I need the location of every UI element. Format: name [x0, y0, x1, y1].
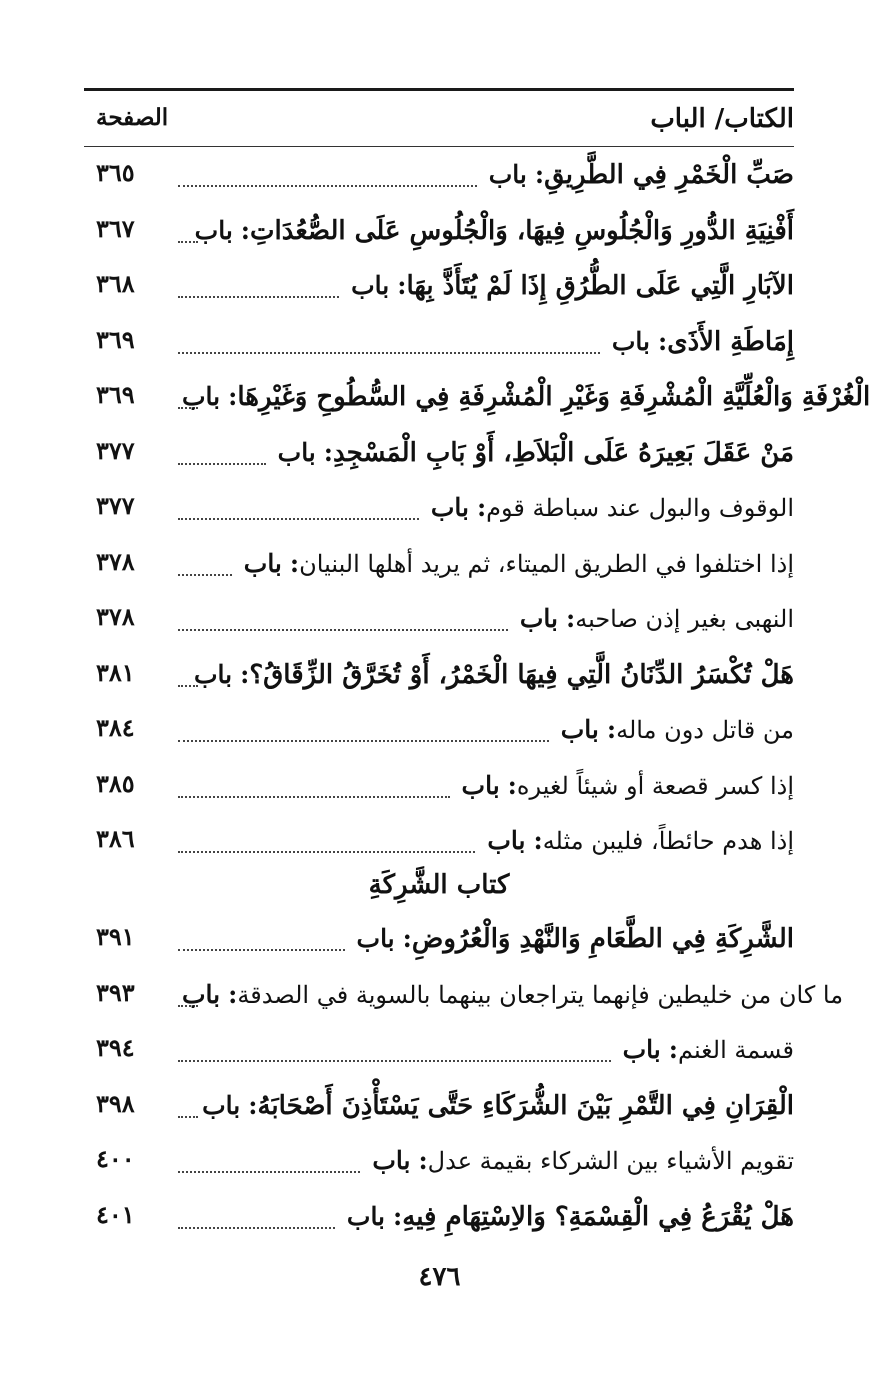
entry-label: باب	[487, 826, 526, 855]
entry-title: إِمَاطَةِ الأَذَى	[667, 326, 794, 357]
entry-text	[623, 1035, 794, 1064]
entry-label: باب	[560, 715, 599, 744]
entry-title: الْغُرْفَةِ وَالْعُلِّيَّةِ الْمُشْرِفَةِ وَغَيْرِ الْمُشْرِفَةِ فِي السُّطُوحِ وَغَيْرِهَا	[237, 382, 871, 412]
leader-dots	[178, 185, 477, 187]
entry-page-number: ٤٠١	[96, 1199, 135, 1229]
leader-dots	[178, 296, 339, 298]
entry-label: باب	[182, 979, 221, 1009]
entry-colon: :	[533, 826, 543, 855]
entry-title: من قاتل دون ماله	[616, 716, 794, 744]
leader-dots	[178, 796, 450, 798]
entry-colon: :	[397, 271, 407, 300]
entry-colon: :	[565, 604, 576, 633]
entry-colon: :	[228, 979, 238, 1009]
header-chapter-label: الكتاب/ الباب	[650, 104, 794, 134]
entry-title: النهبى بغير إذن صاحبه	[575, 605, 794, 633]
toc-entry	[84, 267, 794, 311]
leader-dots	[178, 851, 475, 853]
entry-label: باب	[193, 659, 233, 689]
entry-label: باب	[346, 1201, 386, 1231]
entry-text	[195, 216, 794, 246]
toc-entry	[84, 378, 871, 422]
toc-entry	[84, 212, 794, 256]
entry-title: أَفْنِيَةِ الدُّورِ وَالْجُلُوسِ فِيهَا، وَالْجُلُوسِ عَلَى الصُّعُدَاتِ	[250, 215, 794, 246]
leader-dots	[178, 1116, 198, 1118]
entry-page-number: ٣٨٥	[96, 768, 135, 798]
entry-colon: :	[240, 215, 251, 245]
toc-entry	[84, 920, 794, 964]
toc-entry	[84, 434, 794, 478]
entry-text	[357, 924, 794, 954]
header-page-label: الصفحة	[96, 104, 169, 131]
toc-entry	[84, 711, 794, 755]
entry-text	[561, 715, 794, 744]
leader-dots	[178, 1227, 335, 1229]
leader-dots	[178, 574, 232, 576]
toc-entry	[84, 1142, 794, 1186]
entry-colon: :	[248, 1090, 258, 1120]
entry-title: مَنْ عَقَلَ بَعِيرَهُ عَلَى الْبَلاَطِ، أَوْ بَابِ الْمَسْجِدِ	[333, 437, 794, 468]
toc-entry	[84, 767, 794, 811]
toc-entry	[84, 156, 794, 200]
entry-title: الشَّرِكَةِ فِي الطَّعَامِ وَالنَّهْدِ وَالْعُرُوضِ	[411, 924, 794, 954]
leader-dots	[178, 352, 600, 354]
section-title: كتاب الشَّرِكَةِ	[368, 870, 510, 900]
entry-page-number: ٣٧٧	[96, 435, 135, 465]
toc-entry	[84, 489, 794, 533]
entry-page-number: ٣٩٤	[96, 1033, 135, 1062]
entry-page-number: ٣٨٤	[96, 713, 135, 742]
entry-text	[202, 1091, 794, 1121]
leader-dots	[178, 463, 266, 465]
entry-label: باب	[372, 1146, 411, 1175]
toc-entry	[84, 545, 794, 589]
leader-dots	[178, 629, 508, 631]
entry-title: ما كان من خليطين فإنهما يتراجعان بينهما بالسوية في الصدقة	[237, 980, 844, 1009]
toc-entry	[84, 976, 844, 1020]
entry-page-number: ٣٦٨	[96, 269, 135, 298]
entry-colon: :	[228, 382, 238, 411]
entry-title: إذا اختلفوا في الطريق الميتاء، ثم يريد أهلها البنيان	[299, 549, 794, 578]
entry-text	[347, 1202, 794, 1232]
entry-label: باب	[611, 326, 651, 356]
entry-colon: :	[534, 160, 545, 189]
entry-title: هَلْ تُكْسَرُ الدِّنَانُ الَّتِي فِيهَا الْخَمْرُ، أَوْ تُخَرَّقُ الزِّقَاقُ؟	[249, 659, 794, 690]
entry-page-number: ٣٨١	[96, 657, 135, 687]
entry-colon: :	[402, 924, 412, 953]
entry-title: الآبَارِ الَّتِي عَلَى الطُّرُقِ إِذَا لَمْ يُتَأَذَّ بِهَا	[406, 271, 794, 301]
entry-text	[520, 604, 794, 633]
entry-page-number: ٣٧٨	[96, 546, 135, 576]
entry-colon: :	[289, 548, 300, 578]
entry-title: هَلْ يُقْرَعُ فِي الْقِسْمَةِ؟ وَالاِسْتِهَامِ فِيهِ	[402, 1201, 794, 1232]
toc-entry	[84, 656, 794, 700]
entry-page-number: ٣٧٨	[96, 602, 135, 631]
header-rule	[84, 146, 794, 147]
toc-entry	[84, 822, 794, 866]
entry-title: الوقوف والبول عند سباطة قوم	[486, 494, 794, 522]
toc-entry	[84, 1087, 794, 1131]
page-number: ٤٧٦	[418, 1262, 461, 1292]
entry-page-number: ٣٦٧	[96, 213, 135, 243]
top-rule	[84, 88, 794, 91]
entry-label: باب	[351, 271, 390, 300]
entry-text	[278, 438, 794, 468]
entry-page-number: ٣٦٩	[96, 380, 135, 409]
entry-colon: :	[507, 770, 517, 800]
entry-title: إذا هدم حائطاً، فليبن مثله	[542, 827, 794, 855]
entry-page-number: ٣٦٥	[96, 158, 135, 187]
entry-text	[487, 826, 794, 855]
entry-colon: :	[606, 715, 617, 744]
entry-colon: :	[240, 659, 250, 689]
leader-dots	[178, 1060, 611, 1062]
table-header	[84, 100, 794, 140]
entry-title: صَبِّ الْخَمْرِ فِي الطَّرِيقِ	[544, 160, 794, 190]
entry-label: باب	[243, 548, 282, 578]
entry-page-number: ٤٠٠	[96, 1144, 135, 1173]
entry-text	[612, 327, 794, 357]
entry-title: تقويم الأشياء بين الشركاء بقيمة عدل	[427, 1147, 794, 1175]
entry-colon: :	[393, 1201, 403, 1231]
entry-colon: :	[476, 493, 487, 522]
entry-text	[244, 549, 794, 578]
toc-entry	[84, 600, 794, 644]
entry-text	[372, 1146, 794, 1175]
entry-label: باب	[277, 437, 316, 467]
entry-label: باب	[194, 215, 233, 245]
entry-title: قسمة الغنم	[677, 1036, 794, 1064]
entry-text	[489, 160, 794, 190]
entry-page-number: ٣٩٨	[96, 1088, 135, 1118]
entry-colon: :	[668, 1035, 678, 1064]
entry-page-number: ٣٩١	[96, 922, 135, 951]
entry-title: إذا كسر قصعة أو شيئاً لغيره	[516, 771, 794, 800]
entry-label: باب	[519, 604, 558, 633]
leader-dots	[178, 740, 549, 742]
leader-dots	[178, 949, 345, 951]
entry-colon: :	[418, 1146, 428, 1175]
entry-label: باب	[356, 924, 395, 953]
entry-text	[351, 271, 794, 301]
toc-entry	[84, 1198, 794, 1242]
toc-entry	[84, 323, 794, 367]
entry-label: باب	[182, 382, 221, 411]
entry-label: باب	[202, 1090, 241, 1120]
entry-text	[182, 382, 871, 412]
toc-entry	[84, 1031, 794, 1075]
entry-colon: :	[323, 437, 334, 467]
entry-page-number: ٣٩٣	[96, 977, 135, 1007]
entry-text	[194, 660, 794, 690]
entry-colon: :	[658, 326, 668, 356]
entry-page-number: ٣٦٩	[96, 324, 135, 354]
entry-label: باب	[430, 493, 469, 522]
entry-text	[182, 979, 844, 1009]
entry-page-number: ٣٧٧	[96, 491, 135, 520]
entry-label: باب	[461, 770, 500, 800]
entry-label: باب	[622, 1035, 661, 1064]
entry-title: الْقِرَانِ فِي التَّمْرِ بَيْنَ الشُّرَكَاءِ حَتَّى يَسْتَأْذِنَ أَصْحَابَهُ	[257, 1090, 794, 1121]
entry-text	[431, 493, 794, 522]
leader-dots	[178, 518, 419, 520]
entry-label: باب	[488, 160, 527, 189]
leader-dots	[178, 1171, 360, 1173]
entry-text	[462, 771, 794, 800]
entry-page-number: ٣٨٦	[96, 824, 135, 853]
